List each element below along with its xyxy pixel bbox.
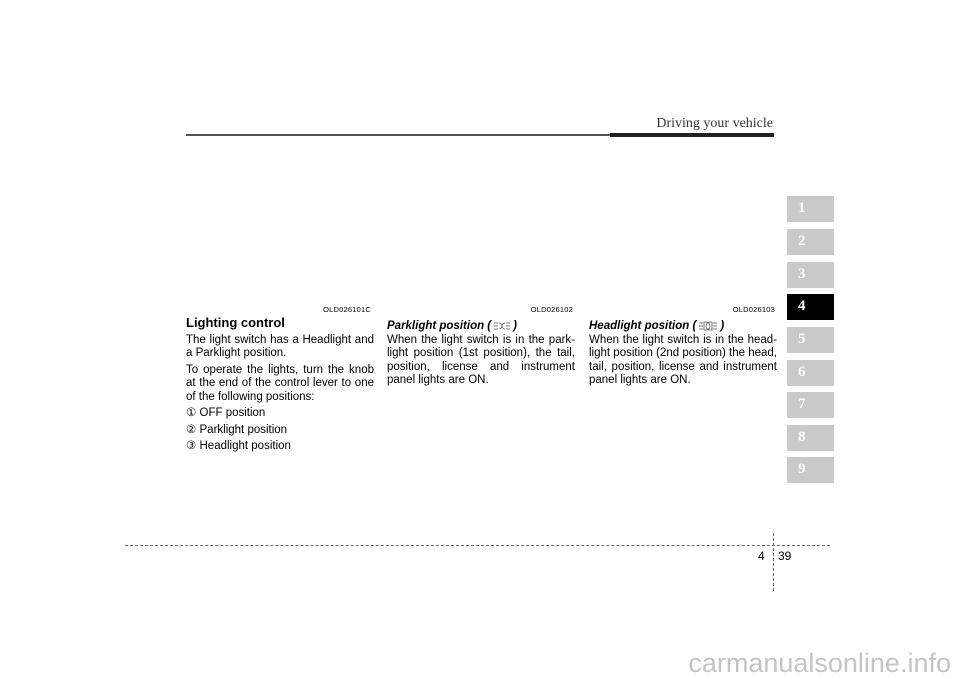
lighting-control-section	[186, 316, 374, 457]
parklight-heading: Parklight position ( )	[387, 320, 517, 332]
header-rule-accent	[610, 133, 774, 137]
headlight-description: When the light switch is in the head-light position (2nd position) the head, tail, position, license and instrument panel lights are ON.	[589, 333, 777, 387]
watermark: carmanualsonline.info	[688, 648, 951, 678]
chapter-tab-2[interactable]: 2	[787, 229, 834, 255]
position-item-off: ① OFF position	[186, 407, 266, 419]
parklight-description: When the light switch is in the park-light position (1st position), the tail, position, license and instrument panel lights are ON.	[387, 333, 575, 386]
lighting-paragraph-1: The light switch has a Headlight and a Parklight position.	[186, 333, 374, 359]
page-chapter-number: 4	[758, 549, 765, 563]
chapter-tab-4[interactable]: 4	[787, 294, 834, 320]
figure-code-2: OLD026102	[530, 305, 573, 314]
chapter-tab-3[interactable]: 3	[787, 262, 834, 288]
chapter-tab-9[interactable]: 9	[787, 457, 834, 483]
chapter-tab-5[interactable]: 5	[787, 327, 834, 353]
chapter-tab-7[interactable]: 7	[787, 392, 834, 418]
lighting-control-heading: Lighting control	[186, 315, 285, 330]
header-title: Driving your vehicle	[656, 116, 773, 131]
chapter-tab-6[interactable]: 6	[787, 360, 834, 386]
position-item-parklight: ② Parklight position	[186, 423, 288, 436]
figure-code-1: OLD026101C	[323, 305, 371, 314]
position-item-headlight: ③ Headlight position	[186, 440, 291, 452]
headlight-heading: Headlight position ( )	[589, 320, 725, 333]
parklight-section	[387, 316, 575, 391]
chapter-tab-1[interactable]: 1	[787, 196, 834, 222]
lighting-paragraph-2: To operate the lights, turn the knob at the end of the control lever to one of the following positions:	[186, 363, 374, 403]
parklight-symbol-icon	[493, 321, 511, 331]
page-number: 39	[778, 549, 792, 563]
chapter-tab-8[interactable]: 8	[787, 425, 834, 451]
footer-divider	[773, 533, 774, 591]
headlight-symbol-icon	[698, 320, 718, 332]
footer-rule	[125, 545, 830, 546]
headlight-section	[589, 316, 777, 391]
figure-code-3: OLD026103	[732, 305, 775, 314]
